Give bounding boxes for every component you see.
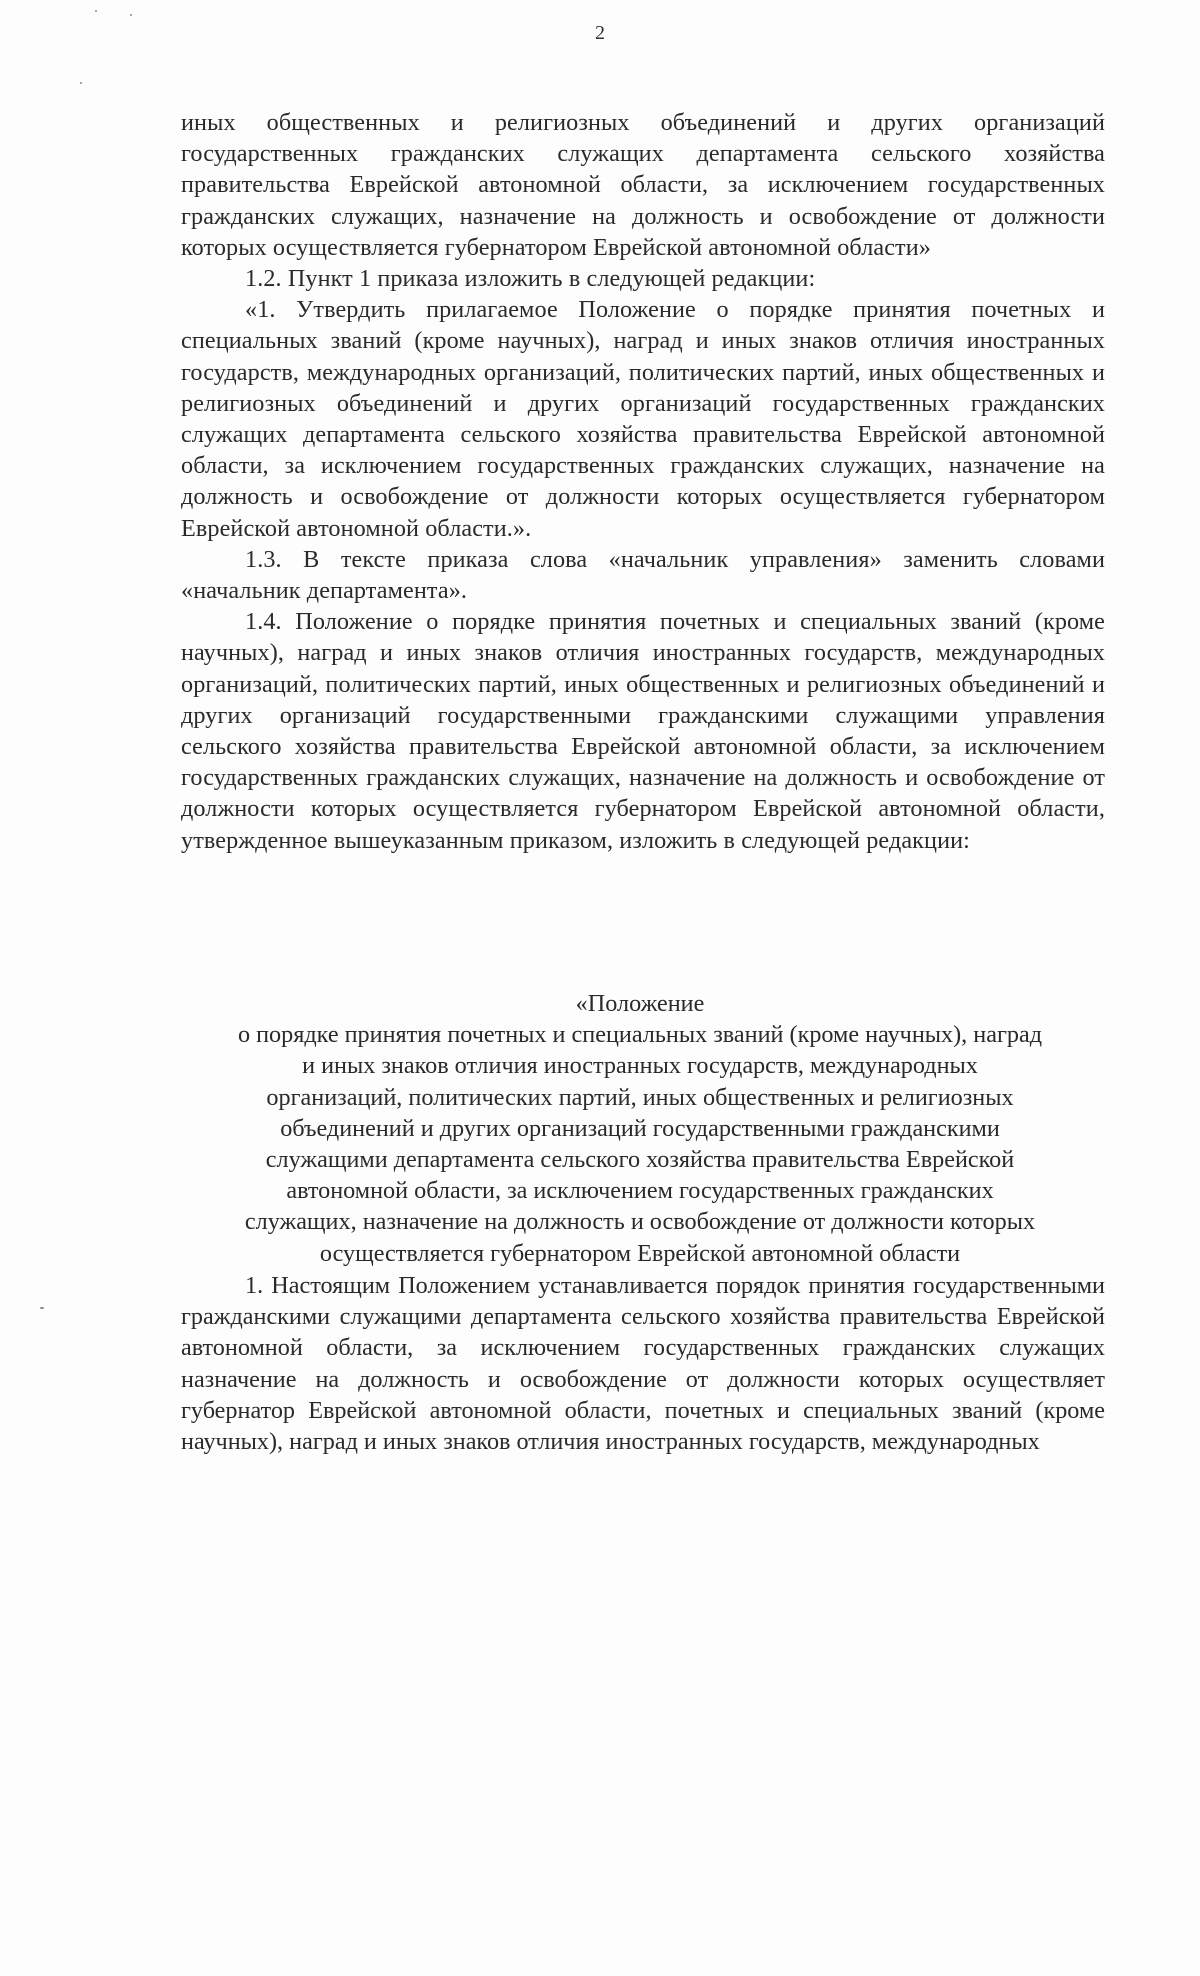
title-heading: «Положение [575,990,705,1017]
scan-speck [80,82,82,84]
title-line: осуществляется губернатором Еврейской автономной области [319,1239,961,1267]
paragraph-1-2: 1.2. Пункт 1 приказа изложить в следующей редакции: [245,265,816,293]
body-text-bottom [181,1270,1105,1457]
paragraph-1-4: 1.4. Положение о порядке принятия почетных и специальных званий (кроме научных), наград и иных знаков отличия иностранных государств, международных организаций, политических партий, иных общественных и религиозных объединений и других организаций государственными гражданскими служащими управления сельского хозяйства правительства Еврейской автономной области, за исключением государственных гражданских служащих, назначение на должность и освобождение от должности которых осуществляется губернатором Еврейской автономной области, утвержденное вышеуказанным приказом, изложить в следующей редакции: [181,608,1105,854]
title-line: автономной области, за исключением государственных гражданских [286,1177,994,1205]
regulation-title [150,988,1130,1269]
paragraph-continuation: иных общественных и религиозных объединений и других организаций государственных гражданских служащих департамента сельского хозяйства правительства Еврейской автономной области, за исключением государственных гражданских служащих, назначение на должность и освобождение от должности которых осуществляется губернатором Еврейской автономной области» [181,109,1105,261]
paragraph-1-3: 1.3. В тексте приказа слова «начальник управления» заменить словами «начальник департамента». [181,545,1105,605]
title-line: объединений и других организаций государственными гражданскими [280,1114,1000,1142]
title-line: и иных знаков отличия иностранных государств, международных [302,1052,978,1080]
paragraph-quote-1: «1. Утвердить прилагаемое Положение о порядке принятия почетных и специальных званий (кроме научных), наград и иных знаков отличия иностранных государств, международных организаций, политических партий, иных общественных и религиозных объединений и других организаций государственных гражданских служащих департамента сельского хозяйства правительства Еврейской автономной области, за исключением государственных гражданских служащих, назначение на должность и освобождение от должности которых осуществляется губернатором Еврейской автономной области.». [181,296,1105,542]
title-line: служащими департамента сельского хозяйства правительства Еврейской [265,1146,1015,1174]
title-line: служащих, назначение на должность и освобождение от должности которых [244,1208,1036,1236]
scan-speck [130,14,132,16]
scan-speck [40,1307,44,1309]
title-line: организаций, политических партий, иных общественных и религиозных [266,1083,1014,1111]
body-text-top [181,107,1105,856]
paragraph-item-1: 1. Настоящим Положением устанавливается порядок принятия государственными гражданскими служащими департамента сельского хозяйства правительства Еврейской автономной области, за исключением государственных гражданских служащих назначение на должность и освобождение от должности которых осуществляет губернатор Еврейской автономной области, почетных и специальных званий (кроме научных), наград и иных знаков отличия иностранных государств, международных [181,1272,1105,1456]
page-number: 2 [595,22,605,44]
title-line: о порядке принятия почетных и специальных званий (кроме научных), наград [237,1021,1043,1049]
scan-speck [95,10,97,12]
